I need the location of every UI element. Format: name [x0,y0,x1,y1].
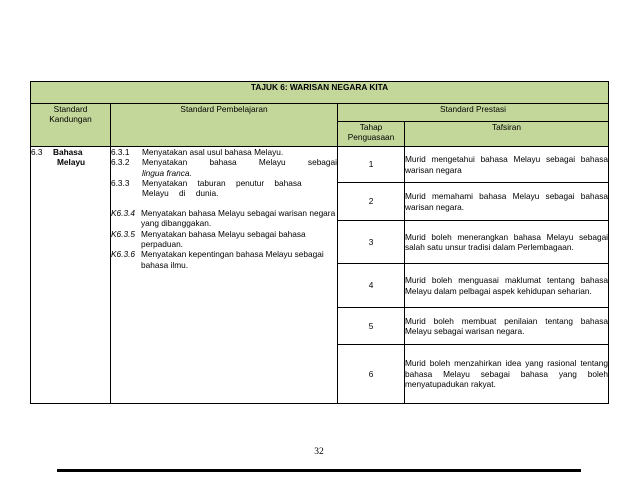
tafsiran-cell: Murid boleh menzahirkan idea yang rasional tentang bahasa Melayu sebagai bahasa yang boleh menyatupadukan rakyat. [405,345,609,404]
sp-text: Menyatakan bahasa Melayu sebagai warisan negara yang dibanggakan. [141,207,336,229]
tahap-cell: 1 [338,147,405,183]
table-row [31,147,609,183]
tafsiran-cell: Murid memahami bahasa Melayu sebagai bahasa warisan negara. [405,183,609,221]
sp-code: 6.3.1 [111,147,130,157]
sp-text-block [142,157,337,167]
tahap-cell: 5 [338,308,405,345]
sp-item [111,168,337,178]
header-row [31,104,609,122]
header-standard-pembelajaran: Standard Pembelajaran [111,104,338,147]
header-tafsiran: Tafsiran [405,122,609,147]
tahap-cell: 4 [338,264,405,308]
sp-code: K6.3.5 [111,228,135,239]
sp-item [111,208,337,229]
sp-code: K6.3.6 [111,249,135,260]
curriculum-table [30,81,609,404]
tafsiran-cell: Murid mengetahui bahasa Melayu sebagai bahasa warisan negara [405,147,609,183]
footer-rule [57,469,581,472]
tafsiran-cell: Murid boleh membuat penilaian tentang bahasa Melayu sebagai warisan negara. [405,308,609,345]
sp-text: Menyatakan asal usul bahasa Melayu. [142,147,284,157]
sp-item [111,229,337,250]
sp-item [111,157,337,167]
sp-text: Menyatakan taburan penutur bahasa Melayu di dunia. [142,178,302,199]
sk-title-line2: Melayu [57,157,86,168]
sk-code: 6.3 [31,147,43,157]
sp-item [111,178,337,199]
sp-item [111,147,337,157]
tafsiran-cell: Murid boleh menguasai maklumat tentang bahasa Melayu dalam pelbagai aspek kehidupan seharian. [405,264,609,308]
tahap-cell: 6 [338,345,405,404]
sp-item [111,249,337,270]
page-number: 32 [314,447,324,457]
tafsiran-cell: Murid boleh menerangkan bahasa Melayu sebagai salah satu unsur tradisi dalam Perlembagaan. [405,221,609,264]
sp-text: Menyatakan bahasa Melayu sebagai bahasa perpaduan. [141,228,306,249]
sp-code: 6.3.3 [111,178,130,189]
sk-title-line1: Bahasa [53,147,83,157]
header-tahap-penguasaan: Tahap Penguasaan [338,122,405,147]
sp-text: Menyatakan bahasa Melayu sebagai [142,157,337,168]
sp-code: K6.3.4 [111,207,135,218]
sp-text: Menyatakan kepentingan bahasa Melayu sebagai bahasa ilmu. [141,249,324,270]
sp-text-italic: lingua franca. [142,167,192,178]
standard-kandungan-cell [31,147,111,404]
table-title-row [31,82,609,104]
sp-code: 6.3.2 [111,157,130,168]
tahap-cell: 2 [338,183,405,221]
tahap-cell: 3 [338,221,405,264]
table-title: TAJUK 6: WARISAN NEGARA KITA [31,82,609,104]
header-standard-prestasi: Standard Prestasi [338,104,609,122]
standard-pembelajaran-cell [111,147,338,404]
header-standard-kandungan: Standard Kandungan [31,104,111,147]
